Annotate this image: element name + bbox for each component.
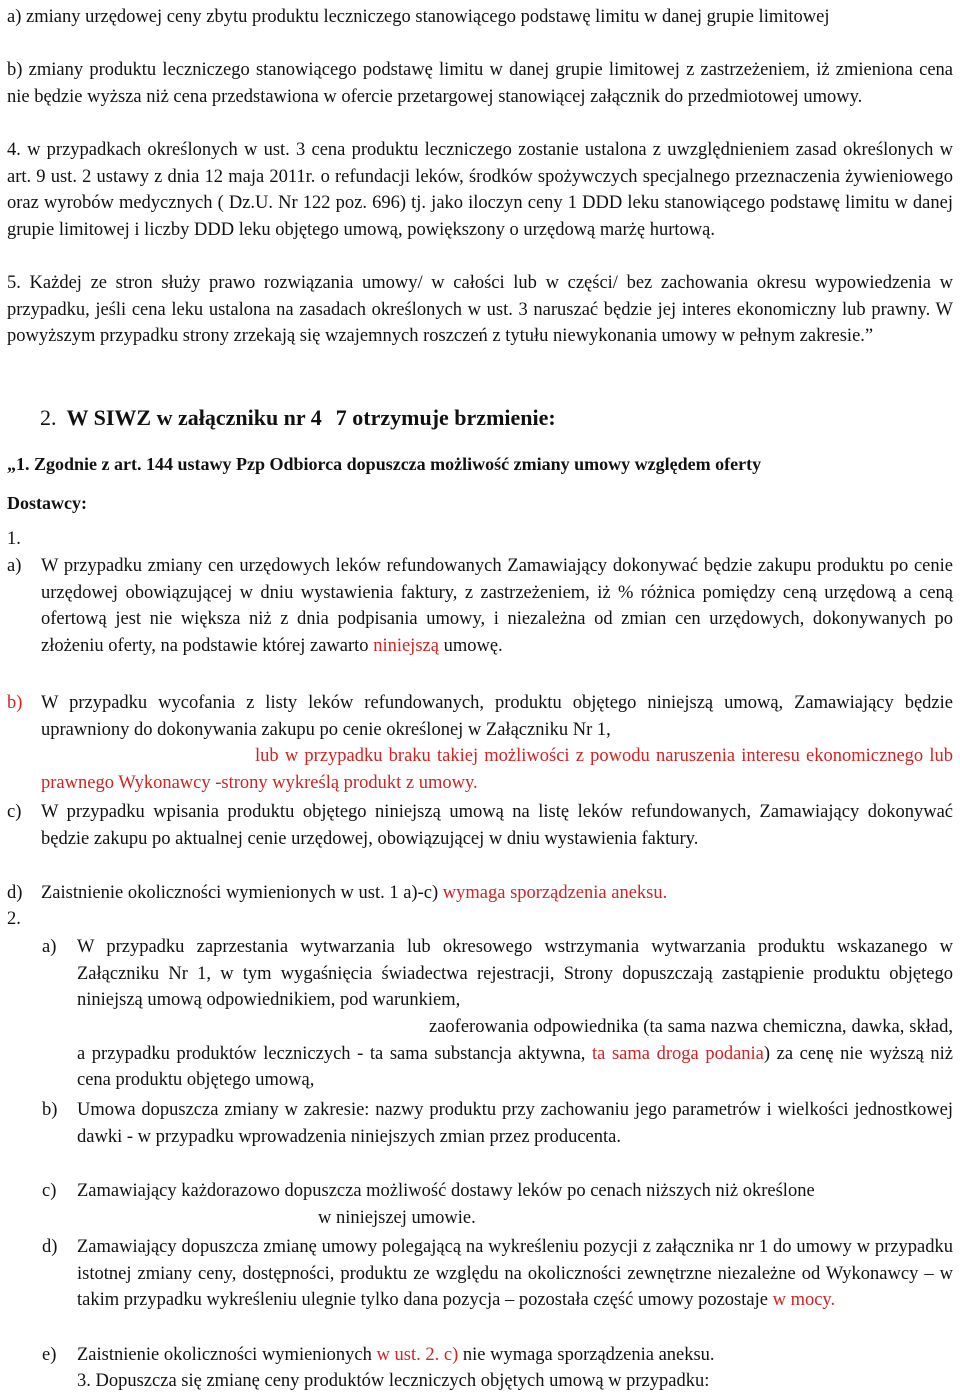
- intro-line-2: Dostawcy:: [7, 493, 87, 513]
- s1-item-d-red: wymaga sporządzenia aneksu.: [442, 883, 668, 903]
- s1-item-d: [41, 880, 953, 907]
- s2-item-e-end: nie wymaga sporządzenia aneksu.: [458, 1345, 715, 1365]
- clause-a-urzedowa-cena: a) zmiany urzędowej ceny zbytu produktu leczniczego stanowiącego podstawę limitu w danej grupie limitowej: [7, 7, 830, 27]
- section-1-number: 1.: [7, 529, 21, 549]
- s1-item-a-red: niniejszą: [373, 635, 439, 656]
- heading-text-a: W SIWZ w załączniku nr 4: [66, 405, 322, 430]
- s2-item-e: [77, 1342, 953, 1369]
- heading-text-b: 7 otrzymuje brzmienie:: [335, 405, 556, 430]
- s2-item-c-cont: w niniejszej umowie.: [318, 1208, 476, 1228]
- s1-item-a: [41, 553, 953, 659]
- clause-b-zmiana-produktu: b) zmiany produktu leczniczego stanowiącego podstawę limitu w danej grupie limitowej z zastrzeżeniem, iż zmieniona cena nie będzie wyższa niż cena przedstawiona w ofercie przetargowej stanowiącej załącznik do przedmiotowej umowy.: [7, 60, 953, 107]
- s1-item-d-text: Zaistnienie okoliczności wymienionych w ust. 1 a)-c): [41, 883, 443, 903]
- heading-number: 2.: [40, 405, 57, 430]
- section-2-number: 2.: [7, 909, 21, 929]
- s1-item-d-label: d): [7, 883, 23, 903]
- s1-item-a-end: umowę.: [438, 635, 503, 656]
- s2-item-a-text2: zaoferowania odpowiednika (ta sama nazwa chemiczna, dawka, skład, a przypadku produktów leczniczych - ta sama substancja aktywna,: [77, 1017, 953, 1064]
- s2-item-d-label: d): [42, 1237, 58, 1257]
- paragraph-5: 5. Każdej ze stron służy prawo rozwiązania umowy/ w całości lub w części/ bez zachowania okresu wypowiedzenia w przypadku, jeśli cena leku ustalona na zasadach określonych w ust. 3 naruszać będzie jej interes ekonomiczny lub prawny. W powyższym przypadku strony zrzekają się wzajemnych roszczeń z tytułu niewykonania umowy w pełnym zakresie.”: [7, 273, 953, 346]
- s1-item-b-label: b): [7, 693, 23, 713]
- s1-item-b-text: W przypadku wycofania z listy leków refundowanych, produktu objętego niniejszą umową, Zamawiający będzie uprawniony do dokonywania zakupu po cenie określonej w Załączniku Nr 1,: [41, 693, 953, 740]
- s1-item-c-label: c): [7, 802, 22, 822]
- s2-item-c: Zamawiający każdorazowo dopuszcza możliwość dostawy leków po cenach niższych niż określone: [77, 1181, 815, 1201]
- s2-item-d-text: Zamawiający dopuszcza zmianę umowy polegającą na wykreśleniu pozycji z załącznika nr 1 do umowy w przypadku istotnej zmiany ceny, dostępności, produktu ze względu na okoliczności zewnętrzne niezależne od Wykonawcy – w takim przypadku wykreśleniu ulegnie tylko dana pozycja – pozostała część umowy pozostaje: [77, 1237, 953, 1310]
- s2-item-c-label: c): [42, 1181, 57, 1201]
- s1-item-b: [41, 690, 953, 743]
- section-heading: [40, 404, 556, 432]
- s2-item-a-red: ta sama droga podania: [592, 1043, 764, 1064]
- s1-item-b-red: lub w przypadku braku takiej możliwości z powodu naruszenia interesu ekonomicznego lub prawnego Wykonawcy -strony wykreślą produkt z umowy.: [41, 746, 953, 793]
- s1-item-a-label: a): [7, 556, 22, 576]
- s2-item-a-cont: [77, 1014, 953, 1094]
- s1-item-c: W przypadku wpisania produktu objętego niniejszą umową na listę leków refundowanych, Zamawiający dokonywać będzie zakupu po aktualnej cenie urzędowej, obowiązującej w dniu wystawienia faktury.: [41, 802, 953, 849]
- paragraph-3-dopuszcza: 3. Dopuszcza się zmianę ceny produktów leczniczych objętych umową w przypadku:: [77, 1371, 710, 1391]
- intro-line-1: „1. Zgodnie z art. 144 ustawy Pzp Odbiorca dopuszcza możliwość zmiany umowy względem oferty: [7, 454, 762, 474]
- s2-item-e-red: w ust. 2. c): [376, 1345, 459, 1365]
- s2-item-e-label: e): [42, 1345, 57, 1365]
- s2-item-a: W przypadku zaprzestania wytwarzania lub okresowego wstrzymania wytwarzania produktu wskazanego w Załączniku Nr 1, w tym wygaśnięcia świadectwa rejestracji, Strony dopuszczają zastąpienie produktu objętego niniejszą umową odpowiednikiem, pod warunkiem,: [77, 937, 953, 1010]
- s2-item-d: [77, 1234, 953, 1314]
- paragraph-4: 4. w przypadkach określonych w ust. 3 cena produktu leczniczego zostanie ustalona z uwzględnieniem zasad określonych w art. 9 ust. 2 ustawy z dnia 12 maja 2011r. o refundacji leków, środków spożywczych specjalnego przeznaczenia żywieniowego oraz wyrobów medycznych ( Dz.U. Nr 122 poz. 696) tj. jako iloczyn ceny 1 DDD leku stanowiącego podstawę limitu w danej grupie limitowej i liczby DDD leku objętego umową, powiększony o urzędową marżę hurtową.: [7, 140, 953, 240]
- s2-item-e-text: Zaistnienie okoliczności wymienionych: [77, 1345, 377, 1365]
- s2-item-a-end: ) za cenę nie wyższą niż cena produktu objętego umową,: [77, 1043, 953, 1090]
- s2-item-b-label: b): [42, 1100, 58, 1120]
- s2-item-d-red: w mocy.: [772, 1290, 836, 1310]
- s1-item-a-text: W przypadku zmiany cen urzędowych leków refundowanych Zamawiający dokonywać będzie zakupu produktu po cenie urzędowej obowiązującej w dniu wystawienia faktury, z zastrzeżeniem, iż % różnica pomiędzy ceną urzędową a ceną ofertową jest nie większa niż z dnia podpisania umowy, i niezależna od zmian cen urzędowych, dokonywanych po złożeniu oferty, na podstawie której zawarto: [41, 556, 953, 656]
- s2-item-a-label: a): [42, 937, 57, 957]
- s2-item-b: Umowa dopuszcza zmiany w zakresie: nazwy produktu przy zachowaniu jego parametrów i wielkości jednostkowej dawki - w przypadku wprowadzenia niniejszych zmian przez producenta.: [77, 1100, 953, 1147]
